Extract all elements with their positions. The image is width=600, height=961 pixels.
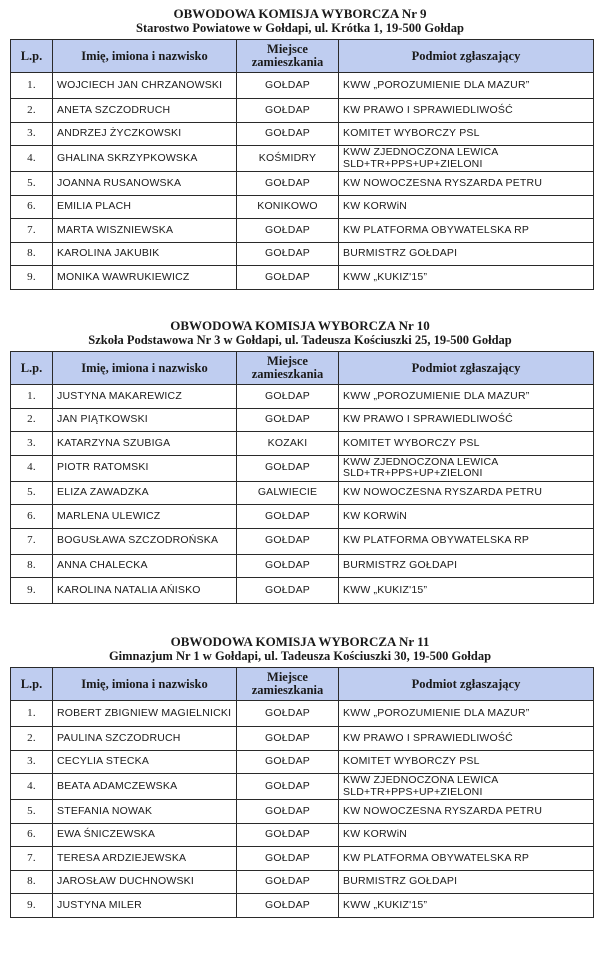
row-name: MARTA WISZNIEWSKA [53,219,237,243]
table-header-row [11,40,594,73]
row-lp: 9. [11,894,53,918]
section-address: Szkoła Podstawowa Nr 3 w Gołdapi, ul. Tadeusza Kościuszki 25, 19-500 Gołdap [88,333,512,347]
row-lp: 3. [11,750,53,774]
row-lp: 8. [11,242,53,266]
row-name: WOJCIECH JAN CHRZANOWSKI [53,73,237,99]
row-subject: KW NOWOCZESNA RYSZARDA PETRU [339,481,594,505]
row-name: BOGUSŁAWA SZCZODROŃSKA [53,528,237,554]
row-place: GOŁDAP [237,172,339,196]
table-row [11,870,594,894]
row-subject: KOMITET WYBORCZY PSL [339,750,594,774]
row-subject: KW KORWiN [339,195,594,219]
table-row [11,481,594,505]
row-subject: KWW „POROZUMIENIE DLA MAZUR” [339,701,594,727]
row-name: ROBERT ZBIGNIEW MAGIELNICKI [53,701,237,727]
row-place: GOŁDAP [237,823,339,847]
row-place: GOŁDAP [237,528,339,554]
table-row [11,894,594,918]
table-row [11,554,594,578]
row-name: JAN PIĄTKOWSKI [53,408,237,432]
row-lp: 7. [11,528,53,554]
row-lp: 3. [11,122,53,146]
table-row [11,701,594,727]
table-row [11,727,594,751]
table-row [11,122,594,146]
row-subject: KW KORWiN [339,823,594,847]
row-subject: KW PLATFORMA OBYWATELSKA RP [339,847,594,871]
row-lp: 5. [11,481,53,505]
row-name: CECYLIA STECKA [53,750,237,774]
row-place: GALWIECIE [237,481,339,505]
row-place: GOŁDAP [237,73,339,99]
row-place: GOŁDAP [237,727,339,751]
table-row [11,73,594,99]
row-subject: KW NOWOCZESNA RYSZARDA PETRU [339,172,594,196]
row-place: GOŁDAP [237,266,339,290]
row-name: JUSTYNA MAKAREWICZ [53,385,237,409]
row-lp: 7. [11,847,53,871]
row-subject: KWW ZJEDNOCZONA LEWICA SLD+TR+PPS+UP+ZIELONI [339,774,594,800]
row-place: GOŁDAP [237,750,339,774]
row-name: ANNA CHALECKA [53,554,237,578]
row-lp: 4. [11,774,53,800]
row-subject: BURMISTRZ GOŁDAPI [339,870,594,894]
section-address: Gimnazjum Nr 1 w Gołdapi, ul. Tadeusza Kościuszki 30, 19-500 Gołdap [108,649,492,663]
row-lp: 1. [11,73,53,99]
row-lp: 7. [11,219,53,243]
header-subject: Podmiot zgłaszający [339,40,594,73]
row-lp: 1. [11,701,53,727]
row-name: EWA ŚNICZEWSKA [53,823,237,847]
row-place: GOŁDAP [237,554,339,578]
row-lp: 6. [11,195,53,219]
row-name: KATARZYNA SZUBIGA [53,432,237,456]
row-subject: KWW „KUKIZ'15” [339,266,594,290]
row-lp: 4. [11,146,53,172]
row-name: PIOTR RATOMSKI [53,455,237,481]
row-name: PAULINA SZCZODRUCH [53,727,237,751]
row-subject: KWW „POROZUMIENIE DLA MAZUR” [339,73,594,99]
row-subject: KW PLATFORMA OBYWATELSKA RP [339,528,594,554]
row-subject: KW PLATFORMA OBYWATELSKA RP [339,219,594,243]
row-name: ANETA SZCZODRUCH [53,99,237,123]
row-subject: KWW ZJEDNOCZONA LEWICA SLD+TR+PPS+UP+ZIELONI [339,146,594,172]
row-name: TERESA ARDZIEJEWSKA [53,847,237,871]
table-row [11,528,594,554]
row-subject: KWW „POROZUMIENIE DLA MAZUR” [339,385,594,409]
row-name: JOANNA RUSANOWSKA [53,172,237,196]
table-row [11,774,594,800]
row-place: GOŁDAP [237,505,339,529]
header-lp: L.p. [11,40,53,73]
row-lp: 5. [11,172,53,196]
header-place: Miejsce zamieszkania [237,668,339,701]
header-subject: Podmiot zgłaszający [339,352,594,385]
row-place: GOŁDAP [237,455,339,481]
table-row [11,578,594,604]
row-name: ANDRZEJ ŻYCZKOWSKI [53,122,237,146]
commission-section-11 [0,634,600,663]
row-subject: KW KORWiN [339,505,594,529]
row-name: JUSTYNA MILER [53,894,237,918]
row-lp: 9. [11,266,53,290]
table-header-row [11,352,594,385]
row-name: KAROLINA NATALIA AŃISKO [53,578,237,604]
row-lp: 8. [11,870,53,894]
row-place: GOŁDAP [237,774,339,800]
header-name: Imię, imiona i nazwisko [53,668,237,701]
section-title: OBWODOWA KOMISJA WYBORCZA Nr 9 [173,6,427,21]
row-name: EMILIA PLACH [53,195,237,219]
table-row [11,99,594,123]
row-lp: 6. [11,505,53,529]
table-row [11,195,594,219]
row-place: GOŁDAP [237,870,339,894]
header-lp: L.p. [11,352,53,385]
row-place: GOŁDAP [237,122,339,146]
row-place: GOŁDAP [237,219,339,243]
table-row [11,408,594,432]
members-table-11 [10,667,594,918]
row-place: GOŁDAP [237,894,339,918]
row-subject: BURMISTRZ GOŁDAPI [339,554,594,578]
row-lp: 8. [11,554,53,578]
row-name: ELIZA ZAWADZKA [53,481,237,505]
row-subject: BURMISTRZ GOŁDAPI [339,242,594,266]
row-place: GOŁDAP [237,242,339,266]
section-title: OBWODOWA KOMISJA WYBORCZA Nr 11 [170,634,430,649]
members-table-10 [10,351,594,604]
row-place: GOŁDAP [237,99,339,123]
row-place: KONIKOWO [237,195,339,219]
row-lp: 1. [11,385,53,409]
row-lp: 6. [11,823,53,847]
row-subject: KWW „KUKIZ'15” [339,894,594,918]
row-place: KOŚMIDRY [237,146,339,172]
row-place: GOŁDAP [237,800,339,824]
row-lp: 4. [11,455,53,481]
row-name: BEATA ADAMCZEWSKA [53,774,237,800]
row-subject: KW PRAWO I SPRAWIEDLIWOŚĆ [339,99,594,123]
row-name: MONIKA WAWRUKIEWICZ [53,266,237,290]
row-place: KOZAKI [237,432,339,456]
header-name: Imię, imiona i nazwisko [53,352,237,385]
header-lp: L.p. [11,668,53,701]
row-name: GHALINA SKRZYPKOWSKA [53,146,237,172]
row-lp: 2. [11,99,53,123]
row-place: GOŁDAP [237,701,339,727]
row-lp: 9. [11,578,53,604]
row-name: STEFANIA NOWAK [53,800,237,824]
row-name: MARLENA ULEWICZ [53,505,237,529]
row-subject: KW PRAWO I SPRAWIEDLIWOŚĆ [339,408,594,432]
row-lp: 2. [11,408,53,432]
table-row [11,847,594,871]
row-subject: KW PRAWO I SPRAWIEDLIWOŚĆ [339,727,594,751]
row-subject: KW NOWOCZESNA RYSZARDA PETRU [339,800,594,824]
header-name: Imię, imiona i nazwisko [53,40,237,73]
table-row [11,385,594,409]
header-place: Miejsce zamieszkania [237,40,339,73]
header-subject: Podmiot zgłaszający [339,668,594,701]
row-place: GOŁDAP [237,847,339,871]
table-row [11,219,594,243]
row-lp: 3. [11,432,53,456]
table-row [11,242,594,266]
table-header-row [11,668,594,701]
row-place: GOŁDAP [237,408,339,432]
row-place: GOŁDAP [237,385,339,409]
row-subject: KWW ZJEDNOCZONA LEWICA SLD+TR+PPS+UP+ZIELONI [339,455,594,481]
section-address: Starostwo Powiatowe w Gołdapi, ul. Krótka 1, 19-500 Gołdap [136,21,464,35]
members-table-9 [10,39,594,290]
row-subject: KOMITET WYBORCZY PSL [339,432,594,456]
table-row [11,172,594,196]
commission-section-10 [0,318,600,347]
row-lp: 2. [11,727,53,751]
table-row [11,750,594,774]
table-row [11,823,594,847]
table-row [11,146,594,172]
row-place: GOŁDAP [237,578,339,604]
header-place: Miejsce zamieszkania [237,352,339,385]
row-subject: KWW „KUKIZ'15” [339,578,594,604]
section-title: OBWODOWA KOMISJA WYBORCZA Nr 10 [170,318,430,333]
commission-section-9 [0,6,600,35]
table-row [11,266,594,290]
row-name: KAROLINA JAKUBIK [53,242,237,266]
row-lp: 5. [11,800,53,824]
table-row [11,505,594,529]
row-subject: KOMITET WYBORCZY PSL [339,122,594,146]
row-name: JAROSŁAW DUCHNOWSKI [53,870,237,894]
table-row [11,800,594,824]
table-row [11,455,594,481]
table-row [11,432,594,456]
